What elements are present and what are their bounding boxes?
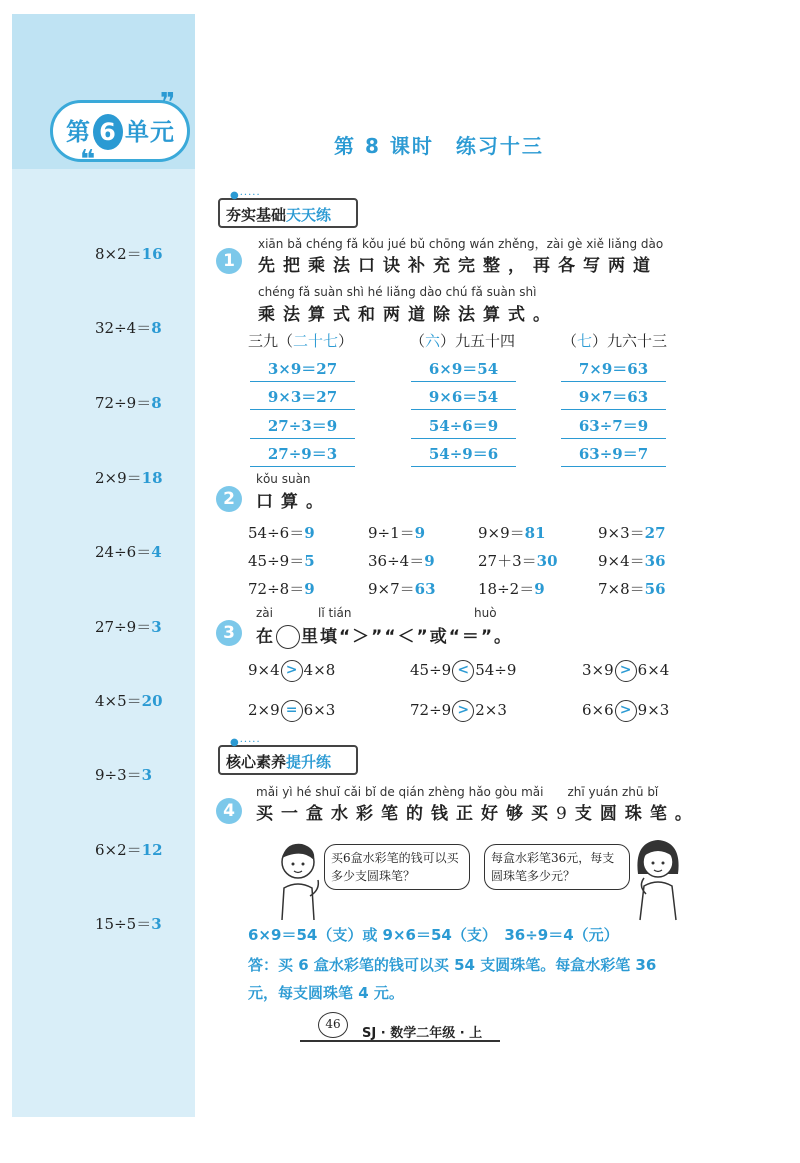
side-expr: 32÷4＝ (95, 319, 152, 337)
section-title: 核心素养提升练 (226, 753, 332, 771)
compare-circle: > (615, 700, 637, 722)
oral-item: 45÷9＝5 (248, 552, 315, 570)
question-number: 4 (216, 798, 242, 824)
compare-circle: > (452, 700, 474, 722)
equation-line: 9×3＝27 (250, 386, 355, 410)
circle-blank-icon (276, 625, 300, 649)
quote-mark-icon: ❞ (160, 88, 176, 118)
section-header-advanced (218, 737, 358, 775)
page-number: 46 (318, 1012, 348, 1038)
side-expr: 4×5＝ (95, 692, 142, 710)
equation-line: 27÷9＝3 (250, 443, 355, 467)
girl-illustration (628, 836, 688, 922)
boy-illustration (272, 840, 328, 922)
quote-mark-icon: ❝ (80, 145, 96, 175)
unit-suffix: 单元 (125, 118, 175, 146)
equation-line: 6×9＝54 (411, 358, 516, 382)
question-text: 口算。 (256, 492, 331, 512)
question-number: 2 (216, 486, 242, 512)
sidebar-item (95, 317, 195, 338)
equation-line: 54÷6＝9 (411, 415, 516, 439)
pinyin-line: kǒu suàn (256, 472, 311, 486)
sidebar-panel (12, 14, 195, 1117)
sidebar-item (95, 392, 195, 413)
equation-line: 54÷9＝6 (411, 443, 516, 467)
oral-item: 72÷8＝9 (248, 580, 315, 598)
dots-decoration: ●····· (230, 190, 261, 201)
side-expr: 24÷6＝ (95, 543, 152, 561)
side-expr: 15÷5＝ (95, 915, 152, 933)
rhyme-fill: 三九（二十七） (248, 332, 354, 350)
oral-item: 9÷1＝9 (368, 524, 426, 542)
side-expr: 8×2＝ (95, 245, 142, 263)
side-answer: 20 (141, 692, 163, 710)
side-expr: 6×2＝ (95, 841, 142, 859)
oral-item: 9×7＝63 (368, 580, 436, 598)
oral-item: 27＋3＝30 (478, 552, 558, 570)
answer-equations: 6×9＝54（支）或 9×6＝54（支） 36÷9＝4（元） (248, 926, 619, 944)
pinyin-line: zài (256, 606, 273, 620)
compare-item: 3×9 > 6×4 (582, 660, 669, 682)
blank-answer: 七 (577, 332, 593, 350)
speech-bubble-girl: 每盒水彩笔36元，每支圆珠笔多少元？ (484, 844, 630, 890)
side-expr: 27÷9＝ (95, 618, 152, 636)
oral-item: 18÷2＝9 (478, 580, 545, 598)
side-answer: 3 (151, 618, 162, 636)
compare-item: 45÷9 < 54÷9 (410, 660, 516, 682)
speech-bubble-boy: 买6盒水彩笔的钱可以买多少支圆珠笔？ (324, 844, 470, 890)
equation-line: 9×7＝63 (561, 386, 666, 410)
unit-prefix: 第 (66, 118, 91, 146)
equation-line: 27÷3＝9 (250, 415, 355, 439)
compare-item: 72÷9 > 2×3 (410, 700, 507, 722)
footer-text: SJ · 数学二年级 · 上 (362, 1026, 483, 1041)
sidebar-item (95, 541, 195, 562)
compare-item: 9×4 > 4×8 (248, 660, 335, 682)
oral-item: 9×4＝36 (598, 552, 666, 570)
side-answer: 3 (141, 766, 153, 784)
section-title: 夯实基础天天练 (226, 206, 332, 224)
sidebar-item (95, 913, 195, 934)
rhyme-fill: （六）九五十四 (410, 332, 516, 350)
question-number: 3 (216, 620, 242, 646)
question-number: 1 (216, 248, 242, 274)
sidebar-item (95, 690, 195, 711)
oral-item: 9×3＝27 (598, 524, 666, 542)
side-answer: 4 (151, 543, 162, 561)
section-header-basic (218, 190, 358, 228)
sidebar-item (95, 839, 195, 860)
unit-number: 6 (93, 114, 123, 150)
question-text: 在 里填“＞”“＜”或“＝”。 (256, 627, 514, 647)
oral-item: 54÷6＝9 (248, 524, 315, 542)
compare-circle: > (281, 660, 303, 682)
dots-decoration: ●····· (230, 737, 261, 748)
answer-sentence: 答：买 6 盒水彩笔的钱可以买 54 支圆珠笔。每盒水彩笔 36 (248, 956, 657, 974)
oral-item: 9×9＝81 (478, 524, 546, 542)
side-expr: 72÷9＝ (95, 394, 152, 412)
sidebar-item (95, 764, 195, 785)
oral-item: 7×8＝56 (598, 580, 666, 598)
equation-line: 9×6＝54 (411, 386, 516, 410)
compare-circle: > (615, 660, 637, 682)
side-expr: 2×9＝ (95, 469, 142, 487)
blank-answer: 六 (425, 332, 441, 350)
question-text: 先把乘法口诀补充完整，再各写两道 (258, 256, 658, 276)
pinyin-line: huò (474, 606, 497, 620)
equation-line: 3×9＝27 (250, 358, 355, 382)
compare-circle: = (281, 700, 303, 722)
unit-title (66, 112, 175, 150)
compare-circle: < (452, 660, 474, 682)
equation-line: 63÷7＝9 (561, 415, 666, 439)
equation-line: 63÷9＝7 (561, 443, 666, 467)
side-expr: 9÷3＝ (95, 766, 142, 784)
question-text: 乘法算式和两道除法算式。 (258, 305, 558, 325)
side-answer: 18 (141, 469, 163, 487)
compare-item: 6×6 > 9×3 (582, 700, 669, 722)
side-answer: 3 (151, 915, 162, 933)
side-answer: 8 (151, 394, 162, 412)
compare-item: 2×9 = 6×3 (248, 700, 335, 722)
rhyme-fill: （七）九六十三 (562, 332, 668, 350)
oral-item: 36÷4＝9 (368, 552, 435, 570)
sidebar-item (95, 243, 195, 264)
pinyin-line: xiān bǎ chéng fǎ kǒu jué bǔ chōng wán zhěng，zài gè xiě liǎng dào (258, 237, 664, 251)
equation-line: 7×9＝63 (561, 358, 666, 382)
side-answer: 8 (151, 319, 162, 337)
side-answer: 12 (141, 841, 163, 859)
question-text: 买一盒水彩笔的钱正好够买9支圆珠笔。 (256, 804, 700, 824)
side-answer: 16 (141, 245, 163, 263)
pinyin-line: mǎi yì hé shuǐ cǎi bǐ de qián zhèng hǎo gòu mǎi zhī yuán zhū bǐ (256, 785, 659, 799)
pinyin-line: chéng fǎ suàn shì hé liǎng dào chú fǎ suàn shì (258, 285, 537, 299)
lesson-title: 第 8 课时 练习十三 (334, 134, 544, 158)
blank-answer: 二十七 (293, 332, 339, 350)
sidebar-item (95, 467, 195, 488)
answer-sentence: 元，每支圆珠笔 4 元。 (248, 984, 404, 1002)
sidebar-item (95, 616, 195, 637)
pinyin-line: lǐ tián (318, 606, 352, 620)
